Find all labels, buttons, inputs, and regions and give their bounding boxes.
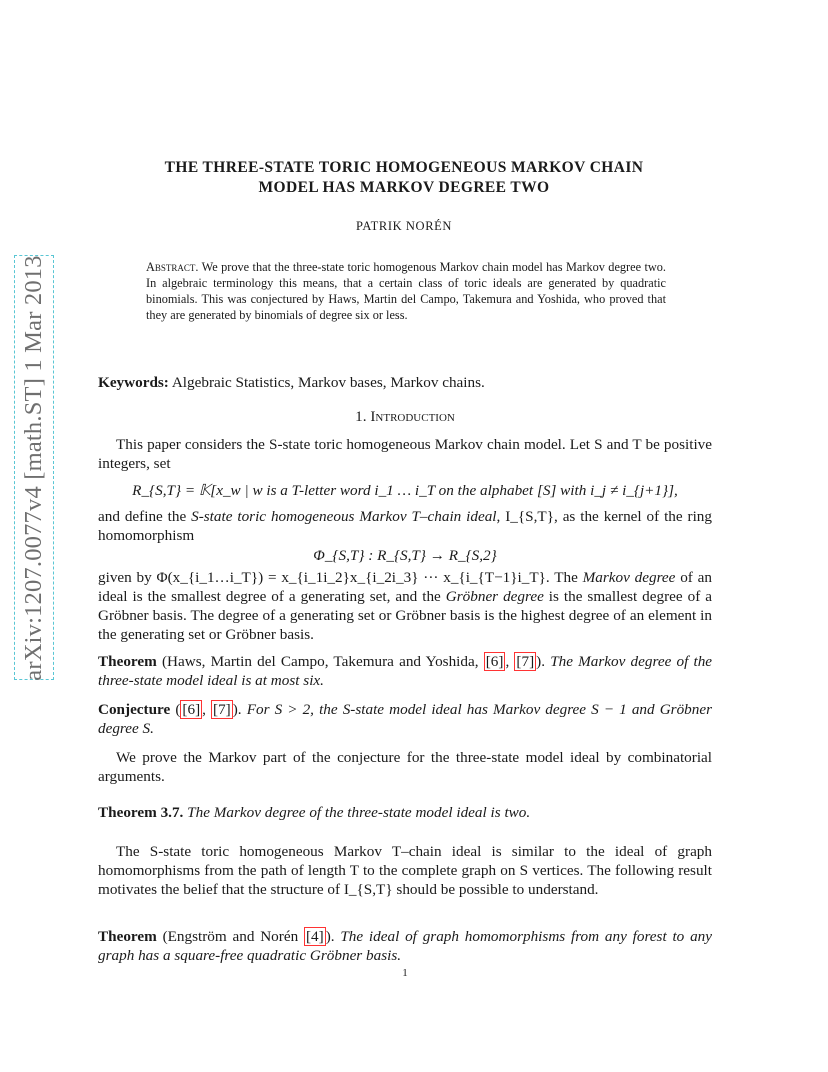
intro-p3c: is the smallest degree of a Gröbner basis. The degree of a generating set or Gröbner basis is the highest degree of an element in the generating set or Gröbner basis. [98,588,712,643]
intro-paragraph-3 [98,568,712,644]
keywords [98,373,712,392]
intro-paragraph-2 [98,507,712,545]
title-line-1: THE THREE-STATE TORIC HOMOGENEOUS MARKOV CHAIN [164,159,644,176]
theorem-3-7 [98,803,712,822]
theorem-1-statement: The Markov degree of the three-state model ideal is at most six. [98,653,713,689]
author: PATRIK NORÉN [356,219,452,233]
arxiv-id: arXiv:1207.0077v4 [math.ST] 1 Mar 2013 [20,254,47,681]
theorem-2: Theorem (Engström and Norén [4] ). The ideal of graph homomorphisms from any forest to any graph has a square-free quadratic Gröbner basis. [98,928,712,964]
theorem-1: Theorem (Haws, Martin del Campo, Takemura and Yoshida, [6] , [7] ). The Markov degree of the three-state model ideal is at most six. [98,653,713,689]
theorem-3-7-statement: The Markov degree of the three-state model ideal is two. [187,804,531,821]
prove-text: We prove the Markov part of the conjecture for the three-state model ideal by combinatorial arguments. [98,749,712,785]
intro-paragraph-1 [98,435,712,473]
keywords-text: Algebraic Statistics, Markov bases, Markov chains. [171,374,485,391]
conjecture: Conjecture ( [6] , [7] ). For S > 2, the S-state model ideal has Markov degree S − 1 and Gröbner degree S. [98,701,713,737]
paragraph-similar [98,842,712,899]
section-title: Introduction [370,408,455,425]
paper-title [98,158,710,198]
intro-p3-italic-1: Markov degree [582,569,676,586]
page-number: 1 [402,967,408,979]
theorem-3-7-label: Theorem 3.7. [98,804,184,821]
citation-link[interactable]: [6] [182,701,201,718]
keywords-label: Keywords: [98,374,169,391]
theorem-2-label: Theorem [98,928,157,945]
section-heading [98,407,712,426]
intro-p3b: of an ideal is the smallest degree of a generating set, and the [98,569,712,605]
arxiv-stamp [14,255,54,680]
abstract [146,259,666,323]
equation-1 [98,481,712,500]
citation-link[interactable]: [7] [516,653,535,670]
similar-text: The S-state toric homogeneous Markov T–chain ideal is similar to the ideal of graph homomorphisms from the path of length T to the complete graph on S vertices. The following result motivates the belief that the structure of I_{S,T} should be possible to understand. [98,843,712,898]
intro-p3a: given by Φ(x_{i_1…i_T}) = x_{i_1i_2}x_{i_2i_3} ··· x_{i_{T−1}i_T}. The [98,569,583,586]
abstract-label: Abstract. [146,260,199,274]
citation-link[interactable]: [7] [213,701,231,718]
title-line-2: MODEL HAS MARKOV DEGREE TWO [258,179,550,196]
theorem-1-label: Theorem [98,653,157,670]
intro-p3-italic-2: Gröbner degree [445,588,544,605]
intro-p2-italic: S-state toric homogeneous Markov T–chain ideal [191,508,497,525]
intro-p2a: and define the [98,508,192,525]
citation-link[interactable]: [6] [485,653,504,670]
equation-1-text: R_{S,T} = 𝕂[x_w | w is a T-letter word i_1 … i_T on the alphabet [S] with i_j ≠ i_{j+1}], [132,482,678,499]
conjecture-statement: For S > 2, the S-state model ideal has Markov degree S − 1 and Gröbner degree S. [98,701,713,737]
citation-link[interactable]: [4] [305,928,324,945]
conjecture-label: Conjecture [98,701,171,718]
theorem-2-statement: The ideal of graph homomorphisms from any forest to any graph has a square-free quadratic Gröbner basis. [98,928,712,964]
section-number: 1. [355,408,367,425]
theorem-1-attribution: (Haws, Martin del Campo, Takemura and Yoshida, [161,653,479,670]
paragraph-prove [98,748,712,786]
equation-2 [98,546,712,565]
intro-p1: This paper considers the S-state toric homogeneous Markov chain model. Let S and T be positive integers, set [98,436,712,472]
abstract-text: We prove that the three-state toric homogenous Markov chain model has Markov degree two. In algebraic terminology this means, that a certain class of toric ideals are generated by quadratic binomials. This was conjectured by Haws, Martin del Campo, Takemura and Yoshida, who proved that they are generated by binomials of degree six or less. [146,260,666,322]
equation-2-text: Φ_{S,T} : R_{S,T} → R_{S,2} [313,547,497,564]
intro-p2b: , I_{S,T}, as the kernel of the ring homomorphism [98,508,712,544]
theorem-2-attribution: (Engström and Norén [162,928,299,945]
